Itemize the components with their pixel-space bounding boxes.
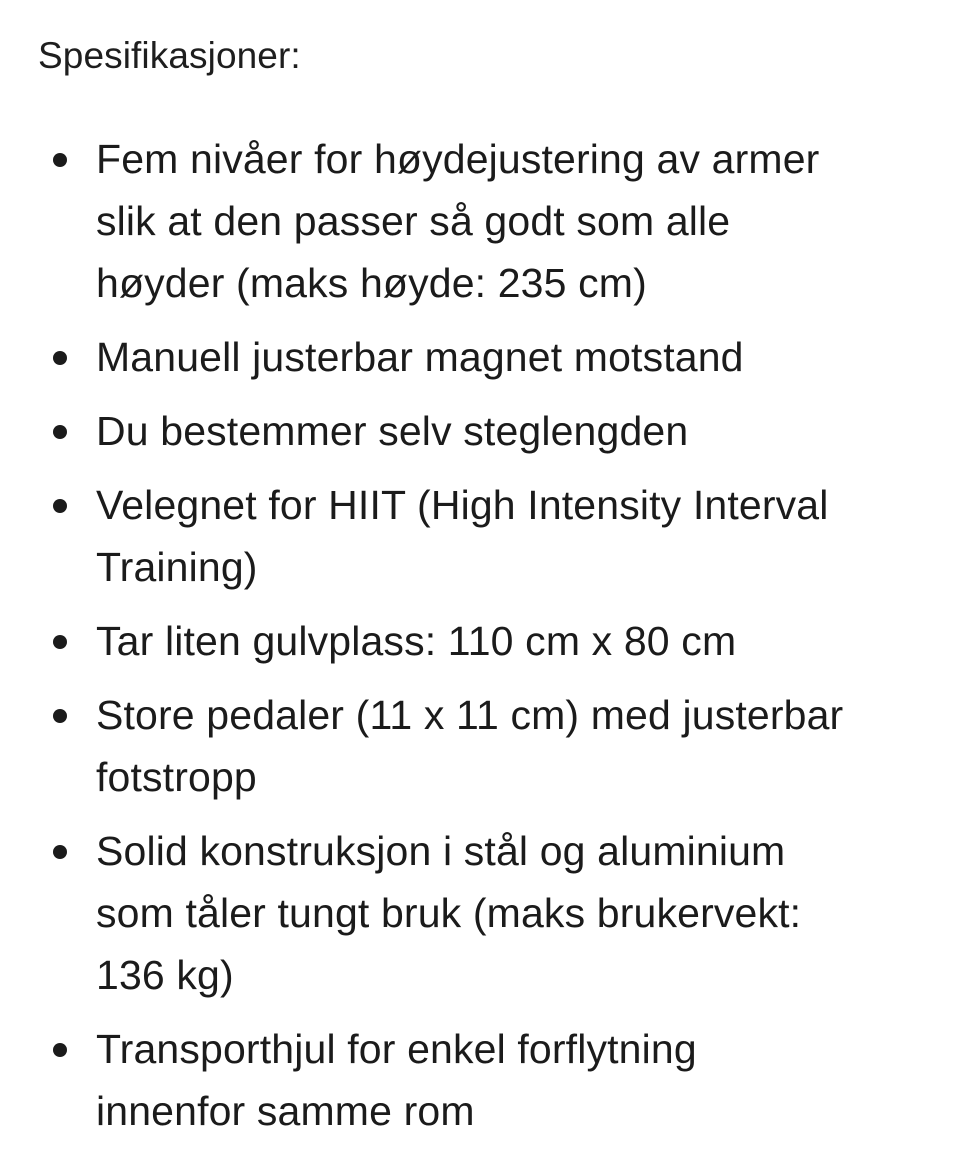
list-item [0,474,960,598]
bullet-icon [53,709,67,723]
list-item [0,128,960,314]
spec-line: Fem nivåer for høydejustering av armer [96,136,820,182]
spec-line: 136 kg) [96,952,234,998]
spec-line: Store pedaler (11 x 11 cm) med justerbar [96,692,844,738]
list-item [0,1018,960,1142]
page-title: Spesifikasjoner: [38,35,301,76]
bullet-icon [53,425,67,439]
spec-line: Training) [96,544,258,590]
bullet-icon [53,635,67,649]
bullet-icon [53,351,67,365]
bullet-icon [53,153,67,167]
list-item [0,326,960,388]
bullet-icon [53,845,67,859]
spec-line: slik at den passer så godt som alle [96,198,731,244]
spec-line: Velegnet for HIIT (High Intensity Interval [96,482,829,528]
spec-list [0,128,960,1154]
spec-line: Du bestemmer selv steglengden [96,408,689,454]
spec-line: fotstropp [96,754,257,800]
spec-line: Manuell justerbar magnet motstand [96,334,744,380]
spec-line: innenfor samme rom [96,1088,475,1134]
spec-line: høyder (maks høyde: 235 cm) [96,260,647,306]
spec-line: som tåler tungt bruk (maks brukervekt: [96,890,802,936]
list-item [0,820,960,1006]
spec-line: Tar liten gulvplass: 110 cm x 80 cm [96,618,737,664]
bullet-icon [53,499,67,513]
bullet-icon [53,1043,67,1057]
list-item [0,610,960,672]
spec-line: Solid konstruksjon i stål og aluminium [96,828,786,874]
spec-line: Transporthjul for enkel forflytning [96,1026,697,1072]
list-item [0,684,960,808]
list-item [0,400,960,462]
